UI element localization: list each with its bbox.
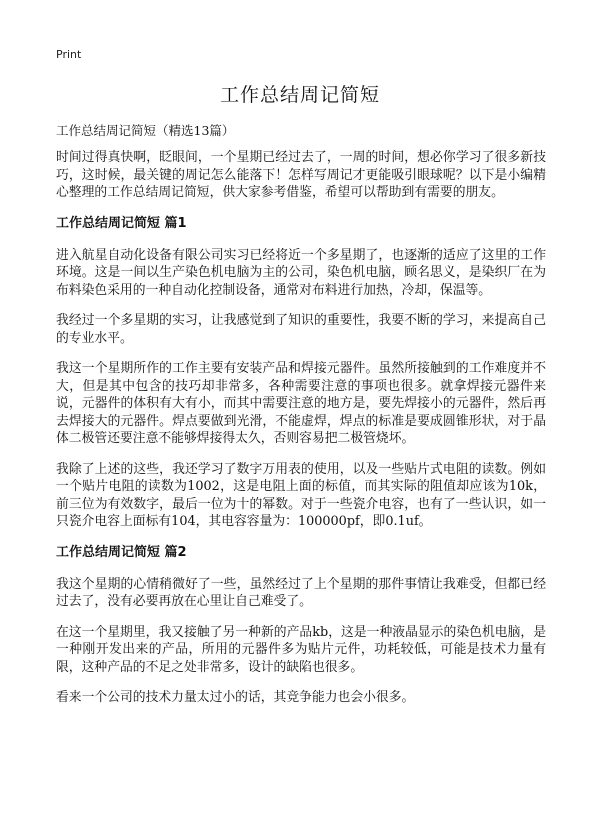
section-1-paragraph-1: 进入航星自动化设备有限公司实习已经将近一个多星期了，也逐渐的适应了这里的工作环境。这是一间以生产染色机电脑为主的公司，染色机电脑，顾名思义，是染织厂在为布料染色采用的一种自动化控制设备，通常对布料进行加热，冷却，保温等。: [56, 247, 546, 298]
intro-paragraph: 时间过得真快啊，眨眼间，一个星期已经过去了，一周的时间，想必你学习了很多新技巧，这时候，最关键的周记怎么能落下！怎样写周记才更能吸引眼球呢？以下是小编精心整理的工作总结周记简短，供大家参考借鉴，希望可以帮助到有需要的朋友。: [56, 150, 546, 200]
section-heading-2: 工作总结周记简短 篇2: [56, 544, 187, 560]
section-2-paragraph-2: 在这一个星期里，我又接触了另一种新的产品kb，这是一种液晶显示的染色机电脑，是一种刚开发出来的产品，所用的元器件多为贴片元件，功耗较低，可能是技术力量有限，这种产品的不足之处非常多，设计的缺陷也很多。: [56, 624, 546, 675]
section-1-paragraph-4: 我除了上述的这些，我还学习了数字万用表的使用，以及一些贴片式电阻的读数。例如一个贴片电阻的读数为1002，这是电阻上面的标值，而其实际的阻值却应该为10k，前三位为有效数字，最后一位为十的幂数。对于一些瓷介电容，也有了一些认识，如一只瓷介电容上面标有104，其电容容量为：100000pf，即0.1uf。: [56, 461, 546, 529]
document-body: [56, 149, 546, 720]
section-1-paragraph-2: 我经过一个多星期的实习，让我感觉到了知识的重要性，我要不断的学习，来提高自己的专业水平。: [56, 313, 546, 346]
print-label[interactable]: Print: [56, 48, 82, 61]
section-1-paragraph-3: 我这一个星期所作的工作主要有安装产品和焊接元器件。虽然所接触到的工作难度并不大，但是其中包含的技巧却非常多，各种需要注意的事项也很多。就拿焊接元器件来说，元器件的体积有大有小，而其中需要注意的地方是，要先焊接小的元器件，然后再去焊接大的元器件。焊点要做到光滑，不能虚焊，焊点的标准是要成圆锥形状，对于晶体二极管还要注意不能够焊接得太久，否则容易把二极管烧坏。: [56, 361, 546, 446]
document-subtitle: 工作总结周记简短（精选13篇）: [56, 123, 235, 138]
section-2-paragraph-3: 看来一个公司的技术力量太过小的话，其竞争能力也会小很多。: [56, 690, 415, 705]
section-2-paragraph-1: 我这个星期的心情稍微好了一些，虽然经过了上个星期的那件事情让我难受，但都已经过去了，没有必要再放在心里让自己难受了。: [56, 576, 546, 609]
section-heading-1: 工作总结周记简短 篇1: [56, 215, 187, 231]
page-title: 工作总结周记简短: [219, 84, 380, 106]
